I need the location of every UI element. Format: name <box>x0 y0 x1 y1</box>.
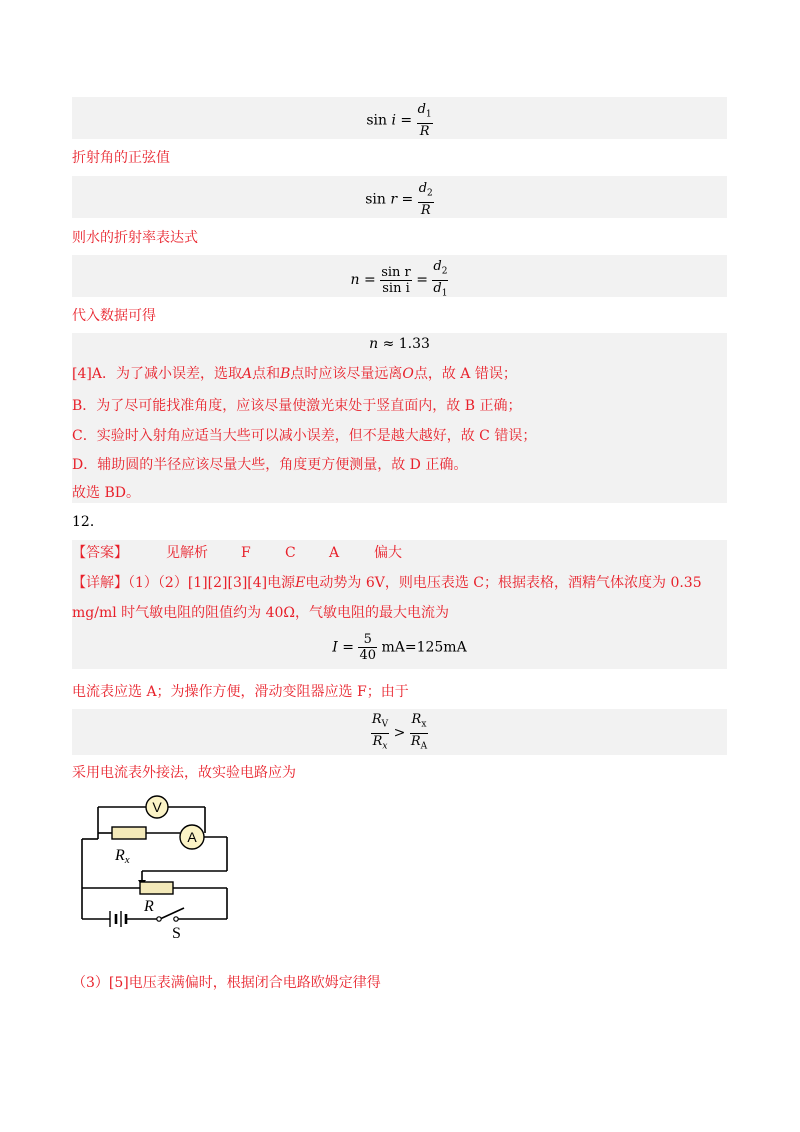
fraction-d2-R <box>418 181 434 218</box>
greater-than: > <box>393 725 406 742</box>
sin-text: sin <box>366 112 388 129</box>
rheostat-icon <box>140 882 173 894</box>
equation-n-value <box>72 336 727 352</box>
num-sub: 2 <box>441 266 448 277</box>
sin-text: sin <box>365 191 386 208</box>
r-label: R <box>144 898 154 915</box>
choose-bd-line: 故选 BD。 <box>72 485 140 501</box>
answer-item-5: 偏大 <box>374 545 402 561</box>
detail-line2-b: ，气敏电阻的最大电流为 <box>295 605 450 621</box>
fraction-sinr-sini <box>380 265 412 296</box>
label-index-expression: 则水的折射率表达式 <box>72 230 198 246</box>
sub-v: V <box>381 719 389 730</box>
ohm-symbol: Ω <box>283 605 296 621</box>
rx-subscript: x <box>124 854 130 866</box>
option-a-mid1: 点和 <box>252 366 281 382</box>
num-sub: 1 <box>425 109 432 120</box>
num-r: R <box>371 712 382 727</box>
switch-label: S <box>172 925 181 940</box>
var-i: I <box>332 639 338 656</box>
question-number: 12． <box>72 514 104 530</box>
solution-block <box>72 333 727 503</box>
num-r: R <box>411 712 422 727</box>
switch-contact-icon <box>174 917 178 921</box>
answer-item-1: 见解析 <box>166 545 208 561</box>
sub-a: A <box>420 741 428 752</box>
den-40: 40 <box>359 648 377 663</box>
den-R: R <box>419 123 430 139</box>
answer-item-3: C <box>285 545 296 561</box>
voltmeter-label: V <box>152 799 162 815</box>
resistor-rx-icon <box>112 827 146 839</box>
point-b: B <box>280 366 291 382</box>
option-b-line: B．为了尽可能找准角度，应该尽量使激光束处于竖直面内，故 B 正确； <box>72 398 522 414</box>
detail-line1-a: （1）（2）[1][2][3][4]电源 <box>128 575 296 591</box>
equation-n: n = $\frac{\text{sin r}}{\text{sin i}}$ = $\frac{d_2}{d_1}$ <box>72 259 727 301</box>
option-a-mid2: 点时应该尽量远离 <box>290 366 403 382</box>
den-d: d <box>433 280 442 296</box>
option-a-post: 点，故 A 错误； <box>413 366 517 382</box>
equation-current: I = $\frac{5}{40}$ mA=125mA <box>332 632 467 663</box>
num-d: d <box>418 181 428 196</box>
n-value: ≈ 1.33 <box>382 336 430 352</box>
switch-contact-icon <box>157 917 161 921</box>
answer-item-2: F <box>241 545 251 561</box>
label-refraction-sine: 折射角的正弦值 <box>72 150 170 166</box>
point-o: O <box>402 366 414 382</box>
fraction-d1-R <box>417 102 433 139</box>
detail-line1-b: 电动势为 6V，则电压表选 C；根据表格，酒精气体浓度为 0.35 <box>305 575 702 591</box>
label-circuit: 采用电流表外接法，故实验电路应为 <box>72 765 296 781</box>
den-R: R <box>420 202 431 218</box>
option-a-pre: [4]A．为了减小误差，选取 <box>72 366 242 382</box>
equation-sin-i: sin i = $\frac{d_1}{R}$ <box>366 102 432 139</box>
num-d: d <box>417 102 426 117</box>
option-d-line: D．辅助圆的半径应该尽量大些，角度更方便测量，故 D 正确。 <box>72 457 468 473</box>
sub-x: x <box>421 719 427 730</box>
var-n: n <box>350 272 360 289</box>
num-5: 5 <box>358 632 377 648</box>
den-r: R <box>372 733 383 749</box>
var-r: r <box>390 191 398 208</box>
detail-line-1 <box>72 573 702 593</box>
var-i: i <box>391 112 396 129</box>
num-d: d <box>433 259 442 274</box>
rx-label <box>114 847 130 866</box>
equation-ratio-compare <box>72 712 727 754</box>
num-sub: 2 <box>427 188 433 199</box>
fraction-rv-rx <box>371 712 389 754</box>
fraction-rx-ra <box>410 712 428 754</box>
fraction-d2-d1 <box>432 259 448 301</box>
ammeter-label: A <box>187 829 197 845</box>
answer-tag: 【答案】 <box>72 545 128 561</box>
label-part-3: （3）[5]电压表满偏时，根据闭合电路欧姆定律得 <box>72 975 381 991</box>
label-substitute: 代入数据可得 <box>72 308 156 324</box>
num-sin-r: sin r <box>381 264 411 280</box>
sub-x: x <box>382 741 388 752</box>
point-a: A <box>241 366 253 382</box>
den-sin-i: sin i <box>382 280 410 296</box>
current-value: mA=125mA <box>381 639 467 656</box>
battery-icon <box>110 911 126 927</box>
den-r: R <box>410 733 421 749</box>
label-ammeter: 电流表应选 A；为操作方便，滑动变阻器应选 F；由于 <box>72 684 409 700</box>
detail-line-2 <box>72 603 449 623</box>
equation-sin-r: sin r = $\frac{d_2}{R}$ <box>365 181 433 218</box>
option-c-line: C．实验时入射角应适当大些可以减小误差，但不是越大越好，故 C 错误； <box>72 428 537 444</box>
circuit-diagram <box>70 790 250 940</box>
rx-letter: R <box>115 847 125 864</box>
answer-item-4: A <box>329 545 340 561</box>
fraction-5-40 <box>358 632 377 663</box>
detail-line2-a: mg/ml 时气敏电阻的阻值约为 40 <box>72 605 284 621</box>
den-sub: 1 <box>441 288 448 299</box>
var-n: n <box>369 336 379 352</box>
option-a-line <box>72 364 517 384</box>
var-e: E <box>295 575 306 591</box>
detail-tag: 【详解】 <box>72 575 128 591</box>
